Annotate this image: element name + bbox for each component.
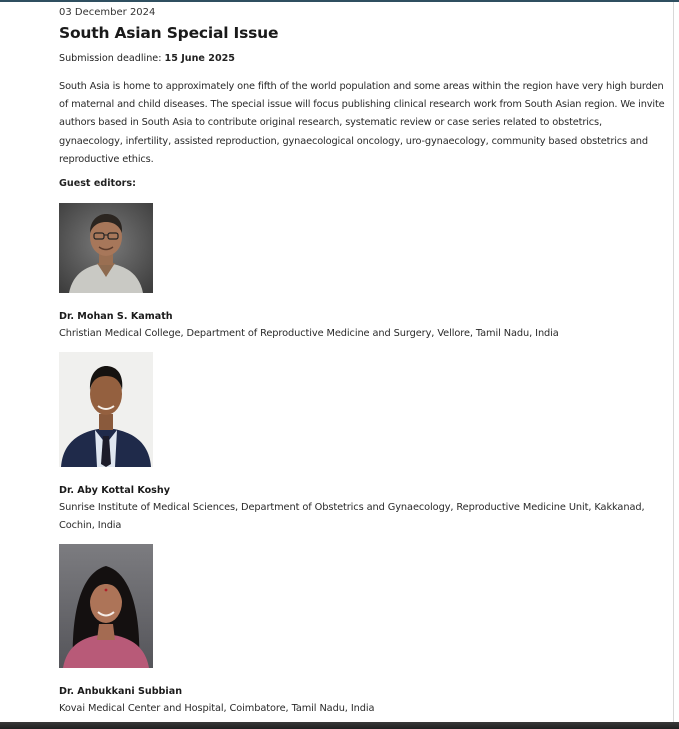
editor-name: Dr. Aby Kottal Koshy — [59, 485, 170, 496]
editor-affiliation: Christian Medical College, Department of Reproductive Medicine and Surgery, Vellore, Tamil Nadu, India — [59, 328, 559, 339]
page-title: South Asian Special Issue — [59, 24, 279, 42]
editor-photo-anbukkani-subbian — [59, 544, 153, 668]
window-bottom-bar — [0, 722, 679, 729]
editor-name: Dr. Mohan S. Kamath — [59, 311, 173, 322]
deadline-value: 15 June 2025 — [164, 53, 235, 64]
top-border — [0, 0, 679, 2]
editor-photo-aby-koshy — [59, 352, 153, 467]
publish-date: 03 December 2024 — [59, 7, 156, 18]
submission-deadline — [59, 53, 235, 64]
issue-description: South Asia is home to approximately one fifth of the world population and some areas within the region have very high burden of maternal and child diseases. The special issue will focus publishing clinical research work from South Asian region. We invite authors based in South Asia to contribute original research, systematic review or case series related to obstetrics, gynaecology, infertility, assisted reproduction, gynaecological oncology, uro-gynaecology, community based obstetrics and reproductive ethics. — [59, 81, 665, 165]
editor-affiliation: Sunrise Institute of Medical Sciences, Department of Obstetrics and Gynaecology, Reproductive Medicine Unit, Kakkanad, Cochin, India — [59, 502, 645, 531]
guest-editors-heading: Guest editors: — [59, 178, 136, 189]
deadline-label: Submission deadline: — [59, 53, 162, 64]
editor-name: Dr. Anbukkani Subbian — [59, 686, 183, 697]
scroll-edge — [673, 2, 674, 722]
editor-photo-mohan-kamath — [59, 203, 153, 293]
editor-affiliation: Kovai Medical Center and Hospital, Coimbatore, Tamil Nadu, India — [59, 703, 375, 714]
